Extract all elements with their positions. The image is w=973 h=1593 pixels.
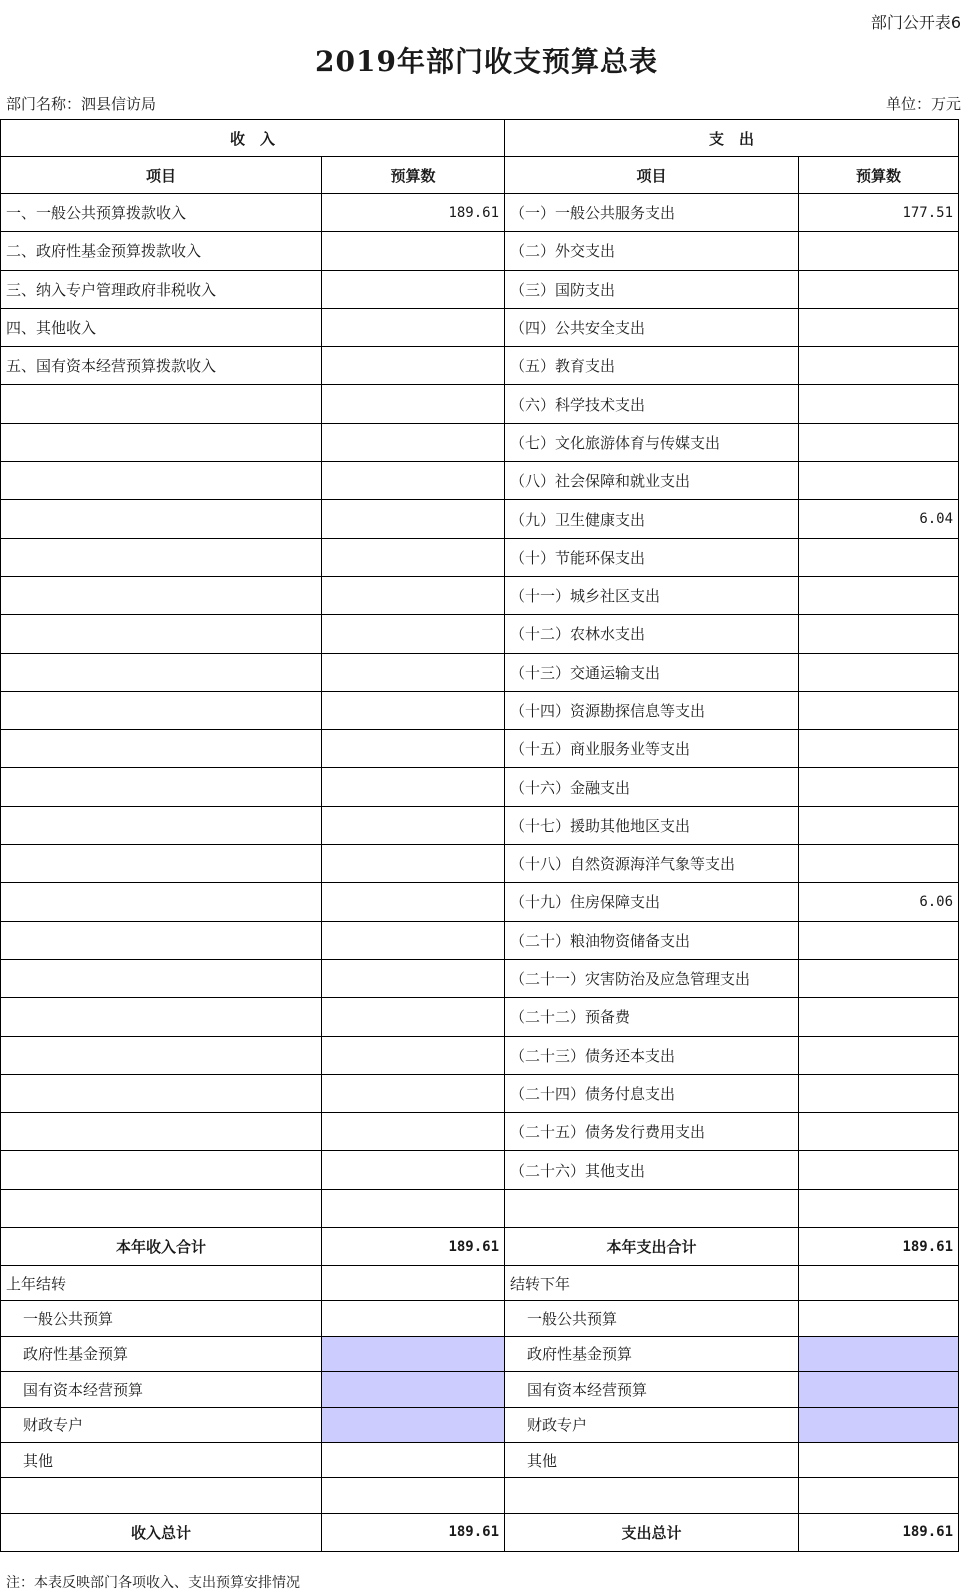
income-amount-cell xyxy=(322,347,505,385)
carryover-income-amount xyxy=(322,1301,505,1336)
expense-item-cell: （十七）援助其他地区支出 xyxy=(505,806,799,844)
expense-item-cell: （二十三）债务还本支出 xyxy=(505,1036,799,1074)
expense-amount-cell xyxy=(799,921,959,959)
expense-item-cell: （二十四）债务付息支出 xyxy=(505,1074,799,1112)
table-row xyxy=(1,615,959,653)
expense-amount-cell xyxy=(799,308,959,346)
expense-item-cell: （十二）农林水支出 xyxy=(505,615,799,653)
carryover-row xyxy=(1,1442,959,1477)
income-item-cell xyxy=(1,500,322,538)
expense-item-cell: （三）国防支出 xyxy=(505,270,799,308)
carryover-row xyxy=(1,1266,959,1301)
income-item-cell xyxy=(1,653,322,691)
income-amount-cell xyxy=(322,270,505,308)
table-number: 部门公开表6 xyxy=(870,13,961,32)
section-header-row xyxy=(1,120,959,157)
expense-item-header: 项目 xyxy=(505,157,799,194)
expense-amount-cell xyxy=(799,576,959,614)
table-row xyxy=(1,576,959,614)
expense-item-cell: （十八）自然资源海洋气象等支出 xyxy=(505,845,799,883)
income-amount-cell xyxy=(322,1074,505,1112)
budget-table xyxy=(0,119,959,1552)
income-amount-cell xyxy=(322,845,505,883)
carryover-row xyxy=(1,1336,959,1371)
carryover-row xyxy=(1,1407,959,1442)
income-item-cell: 三、纳入专户管理政府非税收入 xyxy=(1,270,322,308)
income-item-cell xyxy=(1,921,322,959)
income-item-cell xyxy=(1,998,322,1036)
carryover-income-label: 财政专户 xyxy=(1,1407,322,1442)
grand-income-total-value: 189.61 xyxy=(322,1513,505,1551)
table-row xyxy=(1,768,959,806)
expense-amount-cell xyxy=(799,691,959,729)
income-amount-cell xyxy=(322,615,505,653)
year-income-total-value: 189.61 xyxy=(322,1228,505,1266)
table-row xyxy=(1,1189,959,1227)
income-item-cell xyxy=(1,883,322,921)
expense-amount-cell xyxy=(799,998,959,1036)
carryover-income-amount xyxy=(322,1372,505,1407)
table-row xyxy=(1,194,959,232)
table-row xyxy=(1,730,959,768)
expense-amount-cell xyxy=(799,538,959,576)
table-row xyxy=(1,500,959,538)
income-item-header: 项目 xyxy=(1,157,322,194)
income-item-cell: 二、政府性基金预算拨款收入 xyxy=(1,232,322,270)
income-item-cell xyxy=(1,615,322,653)
table-row xyxy=(1,806,959,844)
expense-item-cell: （六）科学技术支出 xyxy=(505,385,799,423)
carryover-income-amount xyxy=(322,1266,505,1301)
expense-amount-cell xyxy=(799,845,959,883)
carryover-income-label xyxy=(1,1478,322,1513)
income-item-cell xyxy=(1,1036,322,1074)
expense-item-cell: （十一）城乡社区支出 xyxy=(505,576,799,614)
income-amount-cell xyxy=(322,1113,505,1151)
table-row xyxy=(1,691,959,729)
expense-amount-cell xyxy=(799,385,959,423)
carryover-expense-label: 结转下年 xyxy=(505,1266,799,1301)
income-item-cell xyxy=(1,385,322,423)
income-amount-cell xyxy=(322,1036,505,1074)
expense-amount-cell xyxy=(799,768,959,806)
carryover-income-label: 国有资本经营预算 xyxy=(1,1372,322,1407)
income-section-header: 收 入 xyxy=(1,120,505,157)
table-row xyxy=(1,1113,959,1151)
page-title: 2019年部门收支预算总表 xyxy=(315,45,658,78)
table-row xyxy=(1,423,959,461)
income-amount-cell xyxy=(322,806,505,844)
carryover-expense-label: 财政专户 xyxy=(505,1407,799,1442)
table-row xyxy=(1,347,959,385)
expense-item-cell: （十九）住房保障支出 xyxy=(505,883,799,921)
expense-item-cell: （十五）商业服务业等支出 xyxy=(505,730,799,768)
table-row xyxy=(1,385,959,423)
expense-amount-cell xyxy=(799,462,959,500)
carryover-expense-label: 一般公共预算 xyxy=(505,1301,799,1336)
expense-amount-cell xyxy=(799,959,959,997)
expense-amount-cell xyxy=(799,1189,959,1227)
expense-amount-cell xyxy=(799,653,959,691)
carryover-expense-label: 其他 xyxy=(505,1442,799,1477)
grand-total-row xyxy=(1,1513,959,1551)
carryover-income-label: 上年结转 xyxy=(1,1266,322,1301)
income-amount-cell xyxy=(322,232,505,270)
carryover-expense-label: 国有资本经营预算 xyxy=(505,1372,799,1407)
grand-expense-total-label: 支出总计 xyxy=(505,1513,799,1551)
unit-label: 单位：万元 xyxy=(885,95,961,113)
expense-item-cell: （二十五）债务发行费用支出 xyxy=(505,1113,799,1151)
carryover-expense-amount xyxy=(799,1301,959,1336)
department-name: 部门名称：泗县信访局 xyxy=(6,95,157,113)
expense-item-cell: （十六）金融支出 xyxy=(505,768,799,806)
carryover-expense-label: 政府性基金预算 xyxy=(505,1336,799,1371)
carryover-income-amount xyxy=(322,1478,505,1513)
income-item-cell: 五、国有资本经营预算拨款收入 xyxy=(1,347,322,385)
income-amount-cell xyxy=(322,921,505,959)
table-row xyxy=(1,921,959,959)
year-income-total-label: 本年收入合计 xyxy=(1,1228,322,1266)
footnote: 注：本表反映部门各项收入、支出预算安排情况 xyxy=(6,1575,300,1591)
income-amount-cell xyxy=(322,768,505,806)
income-amount-cell xyxy=(322,998,505,1036)
carryover-row xyxy=(1,1301,959,1336)
income-amount-cell xyxy=(322,883,505,921)
carryover-expense-amount xyxy=(799,1407,959,1442)
expense-amount-cell xyxy=(799,1151,959,1189)
expense-amount-cell xyxy=(799,806,959,844)
table-row xyxy=(1,538,959,576)
income-item-cell xyxy=(1,1151,322,1189)
year-expense-total-value: 189.61 xyxy=(799,1228,959,1266)
income-item-cell: 一、一般公共预算拨款收入 xyxy=(1,194,322,232)
expense-amount-cell xyxy=(799,730,959,768)
carryover-income-amount xyxy=(322,1407,505,1442)
income-amount-cell xyxy=(322,308,505,346)
expense-amount-cell xyxy=(799,232,959,270)
income-item-cell xyxy=(1,423,322,461)
expense-amount-cell xyxy=(799,1036,959,1074)
income-amount-cell xyxy=(322,500,505,538)
income-item-cell xyxy=(1,1189,322,1227)
column-header-row xyxy=(1,157,959,194)
income-item-cell xyxy=(1,845,322,883)
carryover-income-amount xyxy=(322,1336,505,1371)
carryover-expense-amount xyxy=(799,1372,959,1407)
expense-section-header: 支 出 xyxy=(505,120,959,157)
income-amount-cell xyxy=(322,691,505,729)
expense-amount-cell xyxy=(799,270,959,308)
year-expense-total-label: 本年支出合计 xyxy=(505,1228,799,1266)
expense-amount-cell xyxy=(799,1074,959,1112)
expense-amount-cell xyxy=(799,615,959,653)
carryover-income-label: 其他 xyxy=(1,1442,322,1477)
table-row xyxy=(1,1036,959,1074)
expense-amount-cell xyxy=(799,423,959,461)
expense-item-cell: （二十六）其他支出 xyxy=(505,1151,799,1189)
table-row xyxy=(1,1151,959,1189)
table-row xyxy=(1,462,959,500)
table-row xyxy=(1,998,959,1036)
expense-amount-cell: 177.51 xyxy=(799,194,959,232)
expense-item-cell: （一）一般公共服务支出 xyxy=(505,194,799,232)
table-row xyxy=(1,883,959,921)
expense-item-cell xyxy=(505,1189,799,1227)
income-item-cell xyxy=(1,730,322,768)
expense-item-cell: （二）外交支出 xyxy=(505,232,799,270)
income-amount-cell xyxy=(322,730,505,768)
expense-item-cell: （十三）交通运输支出 xyxy=(505,653,799,691)
income-amount-cell xyxy=(322,653,505,691)
table-row xyxy=(1,270,959,308)
carryover-expense-amount xyxy=(799,1442,959,1477)
table-row xyxy=(1,959,959,997)
income-item-cell xyxy=(1,806,322,844)
table-row xyxy=(1,308,959,346)
expense-item-cell: （二十一）灾害防治及应急管理支出 xyxy=(505,959,799,997)
income-item-cell xyxy=(1,1074,322,1112)
expense-amount-cell xyxy=(799,1113,959,1151)
expense-item-cell: （二十二）预备费 xyxy=(505,998,799,1036)
income-item-cell xyxy=(1,1113,322,1151)
expense-amount-cell xyxy=(799,347,959,385)
income-item-cell xyxy=(1,691,322,729)
carryover-row xyxy=(1,1478,959,1513)
expense-item-cell: （九）卫生健康支出 xyxy=(505,500,799,538)
table-row xyxy=(1,232,959,270)
income-item-cell xyxy=(1,959,322,997)
table-row xyxy=(1,653,959,691)
income-amount-cell xyxy=(322,385,505,423)
expense-amount-cell: 6.06 xyxy=(799,883,959,921)
carryover-income-label: 一般公共预算 xyxy=(1,1301,322,1336)
expense-item-cell: （十）节能环保支出 xyxy=(505,538,799,576)
carryover-income-label: 政府性基金预算 xyxy=(1,1336,322,1371)
expense-item-cell: （五）教育支出 xyxy=(505,347,799,385)
grand-income-total-label: 收入总计 xyxy=(1,1513,322,1551)
income-item-cell xyxy=(1,538,322,576)
expense-budget-header: 预算数 xyxy=(799,157,959,194)
expense-item-cell: （七）文化旅游体育与传媒支出 xyxy=(505,423,799,461)
carryover-expense-amount xyxy=(799,1336,959,1371)
income-item-cell xyxy=(1,576,322,614)
carryover-row xyxy=(1,1372,959,1407)
carryover-expense-amount xyxy=(799,1266,959,1301)
income-amount-cell: 189.61 xyxy=(322,194,505,232)
year-total-row xyxy=(1,1228,959,1266)
income-item-cell xyxy=(1,462,322,500)
income-amount-cell xyxy=(322,959,505,997)
table-row xyxy=(1,1074,959,1112)
income-amount-cell xyxy=(322,538,505,576)
income-amount-cell xyxy=(322,1189,505,1227)
income-item-cell: 四、其他收入 xyxy=(1,308,322,346)
income-budget-header: 预算数 xyxy=(322,157,505,194)
expense-item-cell: （十四）资源勘探信息等支出 xyxy=(505,691,799,729)
expense-amount-cell: 6.04 xyxy=(799,500,959,538)
income-amount-cell xyxy=(322,462,505,500)
income-item-cell xyxy=(1,768,322,806)
expense-item-cell: （二十）粮油物资储备支出 xyxy=(505,921,799,959)
carryover-expense-label xyxy=(505,1478,799,1513)
carryover-expense-amount xyxy=(799,1478,959,1513)
grand-expense-total-value: 189.61 xyxy=(799,1513,959,1551)
income-amount-cell xyxy=(322,576,505,614)
expense-item-cell: （四）公共安全支出 xyxy=(505,308,799,346)
table-row xyxy=(1,845,959,883)
expense-item-cell: （八）社会保障和就业支出 xyxy=(505,462,799,500)
income-amount-cell xyxy=(322,423,505,461)
income-amount-cell xyxy=(322,1151,505,1189)
carryover-income-amount xyxy=(322,1442,505,1477)
